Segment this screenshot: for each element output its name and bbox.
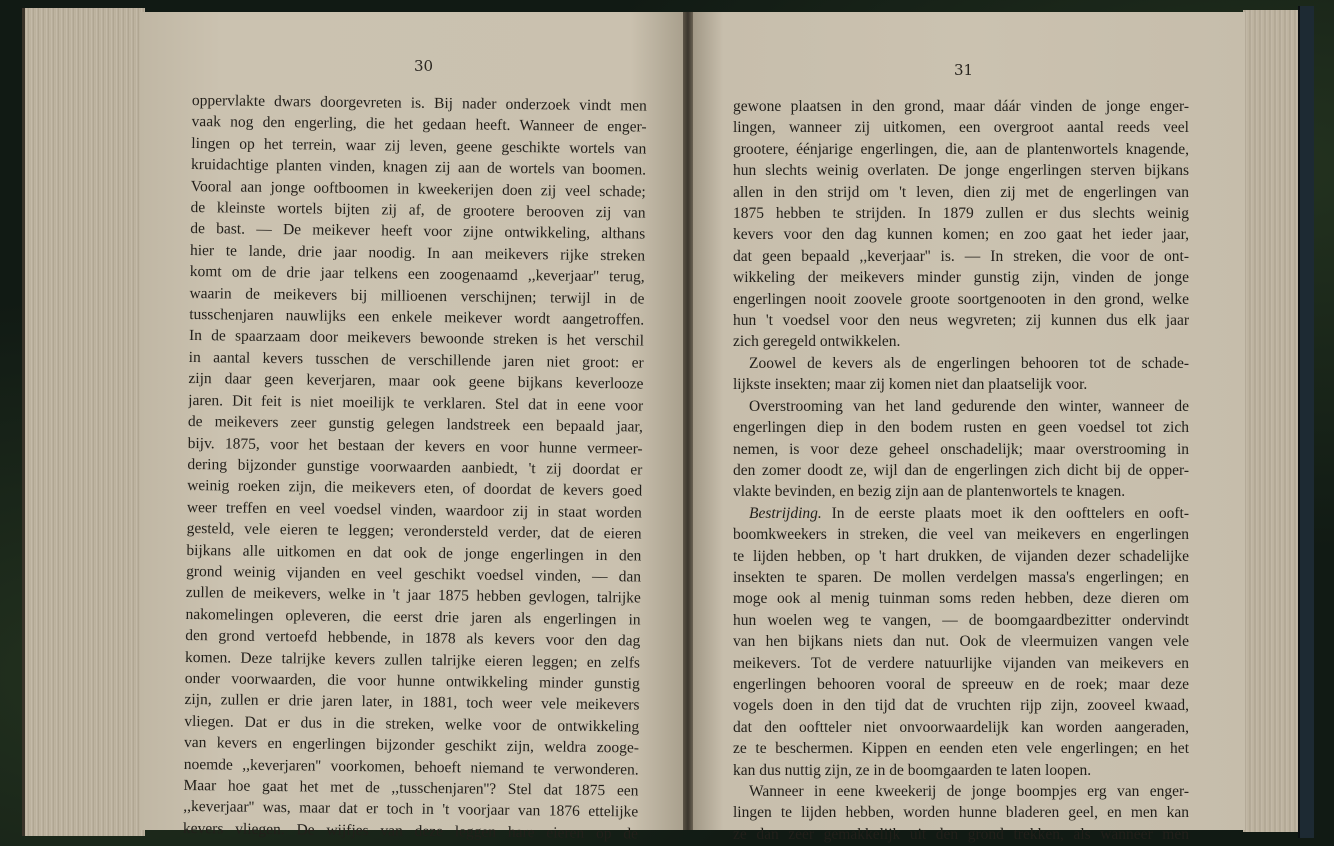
text-line: ,,keverjaar'' was, maar dat er toch in 't voorjaar van 1876 ettelijke bbox=[183, 798, 639, 821]
text-line: van kevers en engerlingen bijzonder geschikt zijn, weldra zooge- bbox=[183, 734, 640, 757]
text-line: Vooral aan jonge ooftboomen in kweekerijen doen zij veel schade; bbox=[190, 177, 646, 201]
text-line: vaak nog den engerling, die het gedaan heeft. Wanneer de enger- bbox=[191, 113, 647, 136]
text-line: Wanneer in eene kweekerij de jonge boompjes erg van enger- bbox=[749, 783, 1189, 800]
text-line: Zoowel de kevers als de engerlingen behooren tot de schade- bbox=[749, 354, 1189, 372]
text-line: engerlingen diep in den bodem rusten en geen voedsel tot zich bbox=[733, 419, 1189, 437]
section-heading-italic: Bestrijding. bbox=[749, 504, 822, 522]
right-page-body bbox=[733, 96, 1189, 845]
text-line: onder voorwaarden, die voor hunne ontwikkeling minder gunstig bbox=[184, 669, 640, 693]
text-line: te lijden hebben, op 't hart drukken, de vijanden dezer schadelijke bbox=[733, 547, 1189, 565]
text-line: moge ook al menig tuinman soms reden hebben, deze dieren om bbox=[733, 590, 1189, 608]
text-line: gesteld, vele eieren te leggen; verondersteld verder, dat de eieren bbox=[186, 520, 642, 543]
text-line: engerlingen behooren vooral de spreeuw en de roek; maar deze bbox=[733, 675, 1189, 693]
text-line: tusschenjaren nauwlijks een enkele meikever wordt aangetroffen. bbox=[189, 306, 645, 329]
text-line: kevers voor den dag kunnen komen; en zoo gaat het ieder jaar, bbox=[733, 226, 1189, 244]
text-line: lingen te lijden hebben, worden hunne bladeren geel, en men kan bbox=[733, 804, 1189, 822]
book-cover-edge bbox=[1298, 6, 1314, 838]
text-line: lingen, wanneer zij uitkomen, een overgroot aantal reeds veel bbox=[733, 119, 1189, 137]
text-line: lingen op het terrein, waar zij leven, geene geschikte wortels van bbox=[191, 134, 647, 158]
text-line: hier te lande, drie jaar noodig. In aan meikevers rijke streken bbox=[189, 241, 646, 265]
text-line: bijkans alle uitkomen en dat ook de jonge engerlingen in den bbox=[186, 541, 642, 565]
text-line: hun 't voedsel voor den neus wegvreten; zij kunnen dus elk jaar bbox=[733, 312, 1189, 330]
text-line: nemen, is voor deze geheel onschadelijk; maar overstrooming in bbox=[733, 440, 1189, 458]
text-line: de meikevers zeer gunstig gelegen landstreek een bepaald jaar, bbox=[187, 413, 644, 436]
left-page-body bbox=[183, 90, 647, 845]
text-line: dat den ooftteler niet onvoorwaardelijk kan worden aangeraden, bbox=[733, 718, 1189, 736]
text-line: dering bijzonder gunstige voorwaarden aanbiedt, 't zij doordat er bbox=[187, 455, 643, 479]
text-line: insekten te sparen. De mollen verdelgen massa's engerlingen; en bbox=[733, 568, 1189, 586]
text-line: grond weinig vijanden en veel geschikt voedsel vinden, — dan bbox=[186, 562, 642, 586]
text-line: Overstrooming van het land gedurende den winter, wanneer de bbox=[749, 397, 1189, 415]
text-line: komt om de drie jaar telkens een zoogenaamd ,,keverjaar'' terug, bbox=[189, 263, 645, 286]
text-line: kevers vliegen. De wijfjes van deze leggen hare eieren op de bbox=[182, 819, 639, 843]
text-line: vlakte bevinden, en bezig zijn aan de plantenwortels te knagen. bbox=[733, 483, 1126, 501]
text-line: zullen de meikevers, welke in 't jaar 1875 hebben gevlogen, talrijke bbox=[185, 584, 641, 607]
text-line: bijv. 1875, voor het bestaan der kevers en voor hunne vermeer- bbox=[187, 434, 643, 458]
text-line: komen. Deze talrijke kevers zullen talrijke eieren leggen; en zelfs bbox=[184, 648, 641, 672]
text-line: meikevers. Tot de verdere natuurlijke vijanden van meikevers en bbox=[733, 654, 1189, 672]
text-line: weer treffen en veel voedsel vinden, waardoor zij in staat worden bbox=[186, 498, 642, 522]
text-line: vliegen. Dat er dus in die streken, welke voor de ontwikkeling bbox=[184, 712, 640, 736]
text-line: jaren. Dit feit is niet moeilijk te verklaren. Stel dat in eene voor bbox=[188, 391, 644, 415]
left-page-number: 30 bbox=[414, 57, 434, 75]
left-page-edges bbox=[22, 8, 145, 836]
text-line: dat geen bepaald ,,keverjaar'' is. — In streken, die voor de ont- bbox=[733, 247, 1189, 265]
text-line: Maar hoe gaat het met de ,,tusschenjaren''? Stel dat 1875 een bbox=[183, 776, 639, 800]
text-line: de kleinste wortels bijten zij af, de grootere berooven zij van bbox=[190, 199, 646, 222]
text-line: engerlingen nooit zoovele groote soortgenooten in den grond, welke bbox=[733, 290, 1189, 308]
text-line: lijkste insekten; maar zij komen niet dan plaatselijk voor. bbox=[733, 376, 1088, 394]
text-line: waarin de meikevers bij millioenen verschijnen; terwijl in de bbox=[189, 284, 645, 308]
text-line: zijn daar geen keverjaren, maar ook geene bijkans keverlooze bbox=[188, 370, 644, 393]
text-line: kruidachtige planten vinden, knagen zij aan de wortels van boomen. bbox=[190, 156, 647, 179]
text-line: zijn, zullen er drie jaren later, in 1881, toch weer vele meikevers bbox=[184, 691, 640, 714]
text-line: vogels doen in den tijd dat de vruchten rijp zijn, zooveel kwaad, bbox=[733, 697, 1189, 715]
text-line: boomkweekers in streken, die veel van meikevers en engerlingen bbox=[733, 526, 1189, 544]
text-line: allen in den strijd om 't leven, dien zij met de engerlingen van bbox=[733, 183, 1189, 201]
right-page-edges bbox=[1243, 10, 1301, 832]
text-line-rest: In de eerste plaats moet ik den oofttelers en ooft- bbox=[831, 504, 1189, 522]
text-line: ze te beschermen. Kippen en eenden eten vele engerlingen; en het bbox=[733, 740, 1189, 758]
book-gutter bbox=[683, 12, 693, 830]
text-line: in aantal kevers tusschen de verschillende jaren niet groot: er bbox=[188, 348, 644, 372]
text-line: de bast. — De meikever heeft voor zijne ontwikkeling, althans bbox=[190, 220, 646, 243]
text-line: nakomelingen opleveren, die eerst drie jaren als engerlingen in bbox=[185, 605, 641, 629]
text-line: zich geregeld ontwikkelen. bbox=[733, 333, 901, 351]
text-line: van hen bijkans niets dan nut. Ook de vleermuizen vangen vele bbox=[733, 633, 1189, 651]
text-line bbox=[733, 503, 1189, 524]
text-line: kan dus nuttig zijn, ze in de boomgaarden te laten loopen. bbox=[733, 761, 1092, 779]
text-line: weinig roeken zijn, die meikevers eten, of doordat de kevers goed bbox=[187, 477, 643, 500]
text-line: oppervlakte dwars doorgevreten is. Bij nader onderzoek vindt men bbox=[191, 91, 647, 115]
text-line: hun woelen weg te vangen, — de boomgaardbezitter ondervindt bbox=[733, 611, 1189, 629]
text-line: grootere, éénjarige engerlingen, die, aan de plantenwortels knagende, bbox=[733, 140, 1189, 158]
text-line: noemde ,,keverjaren'' voorkomen, behoeft niemand te verwonderen. bbox=[183, 755, 639, 779]
text-line: den zomer doodt ze, wijl dan de engerlingen zich dicht bij de opper- bbox=[733, 461, 1189, 479]
text-line: hun slechts weinig overlaten. De jonge engerlingen sterven bijkans bbox=[733, 162, 1189, 180]
right-page-number: 31 bbox=[954, 61, 974, 79]
text-line: In de spaarzaam door meikevers bewoonde streken is het verschil bbox=[188, 327, 645, 351]
text-line: wikkeling der meikevers minder gunstig zijn, vinden de jonge bbox=[733, 269, 1189, 287]
text-line: gewone plaatsen in den grond, maar dáár vinden de jonge enger- bbox=[733, 98, 1189, 115]
text-line: 1875 hebben te strijden. In 1879 zullen er dus slechts weinig bbox=[733, 205, 1189, 223]
text-line: ze dan zeer gemakkelijk uit den grond trekken, als wanneer men bbox=[733, 825, 1189, 843]
text-line: den grond vertoefd hebbende, in 1878 als kevers voor den dag bbox=[185, 627, 641, 650]
